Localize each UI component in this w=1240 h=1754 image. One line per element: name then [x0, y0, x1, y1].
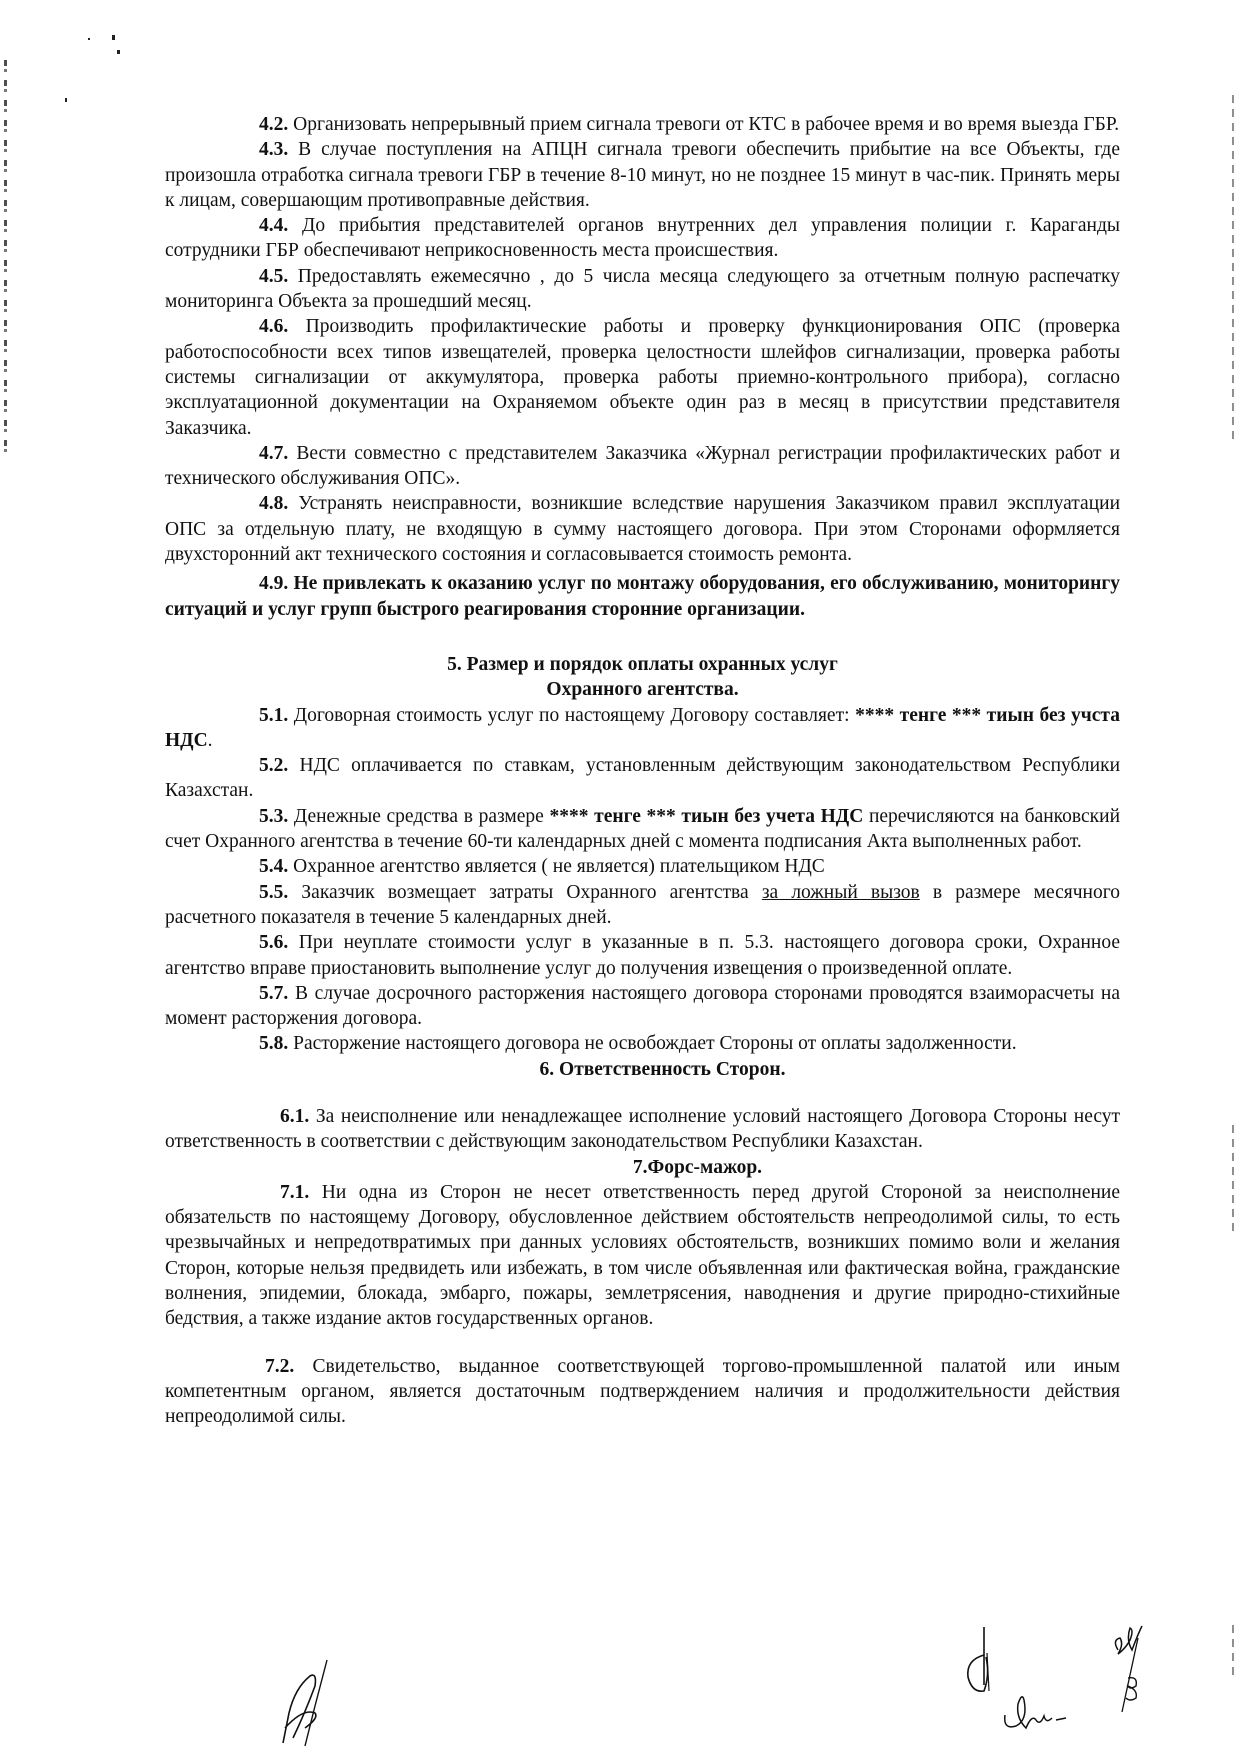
scan-edge-artifact-right — [1232, 1625, 1234, 1675]
clause-5-3: 5.3. Денежные средства в размере **** тенге *** тиын без учета НДС перечисляются на банковский счет Охранного агентства в течение 60-ти календарных дней с момента подписания Акта выполненных работ. — [165, 805, 1121, 853]
clause-5-2: 5.2. НДС оплачивается по ставкам, установленным действующим законодательством Республики Казахстан. — [165, 755, 1121, 802]
clause-7-2: 7.2. Свидетельство, выданное соответствующей торгово-промышленной палатой или иным компетентным органом, является достаточным подтверждением наличия и продолжительности действия непреодолимой силы. — [165, 1355, 1121, 1428]
section-7-heading: 7.Форс-мажор. — [632, 1156, 763, 1178]
handwritten-signature-icon — [275, 1658, 345, 1748]
scan-speck — [88, 38, 90, 40]
handwritten-signature-icon — [1000, 1690, 1070, 1735]
spacer — [165, 1332, 1120, 1354]
clause-4-8: 4.8. Устранять неисправности, возникшие вследствие нарушения Заказчиком правил эксплуатации ОПС за отдельную плату, не входящую в сумму настоящего договора. При этом Сторонами оформляется двухсторонний акт технического состояния и согласовывается стоимость ремонта. — [165, 493, 1121, 566]
clause-6-1: 6.1. За неисполнение или ненадлежащее исполнение условий настоящего Договора Стороны несут ответственность в соответствии с действующим законодательством Республики Казахстан. — [165, 1105, 1121, 1153]
handwritten-signature-icon — [962, 1625, 1002, 1700]
scan-speck — [117, 50, 120, 54]
clause-4-5: 4.5. Предоставлять ежемесячно , до 5 числа месяца следующего за отчетным полную распечатку мониторинга Объекта за прошедший месяц. — [165, 265, 1120, 313]
clause-5-8: 5.8. Расторжение настоящего договора не освобождает Стороны от оплаты задолженности. — [259, 1033, 1017, 1055]
spacer — [165, 1082, 1120, 1104]
section-6-heading: 6. Ответственность Сторон. — [539, 1058, 786, 1080]
handwritten-initials-icon — [1108, 1620, 1158, 1720]
scan-speck — [112, 35, 115, 40]
scan-speck — [65, 98, 67, 102]
scan-edge-artifact-right — [1232, 1125, 1234, 1235]
clause-4-6: 4.6. Производить профилактические работы и проверку функционирования ОПС (проверка работоспособности всех типов извещателей, проверка целостности шлейфов сигнализации, проверка работы системы сигнализации от аккумулятора, проверка работы приемно-контрольного прибора), согласно эксплуатационной документации на Охраняемом объекте один раз в месяц в присутствии представителя Заказчика. — [165, 316, 1120, 439]
spacer — [165, 622, 1120, 652]
clause-5-7: 5.7. В случае досрочного расторжения настоящего договора сторонами проводятся взаиморасчеты на момент расторжения договора. — [165, 982, 1120, 1030]
clause-7-1: 7.1. Ни одна из Сторон не несет ответственность перед другой Стороной за неисполнение обязательств по настоящему Договору, обусловленное действием обстоятельств непреодолимой силы, то есть чрезвычайных и непредотвратимых при данных условиях обстоятельств, возникших помимо воли и желания Сторон, которые нельзя предвидеть или избежать, в том числе объявленная или фактическая война, гражданские волнения, эпидемии, блокада, эмбарго, пожары, землетрясения, наводнения и другие природно-стихийные бедствия, а также издание актов государственных органов. — [165, 1181, 1121, 1330]
signature-left — [275, 1658, 345, 1753]
clause-4-9: 4.9. Не привлекать к оказанию услуг по монтажу оборудования, его обслуживанию, мониторингу ситуаций и услуг групп быстрого реагирования сторонние организации. — [165, 573, 1121, 620]
clause-4-2: 4.2. Организовать непрерывный прием сигнала тревоги от КТС в рабочее время и во время выезда ГБР. — [259, 114, 1120, 135]
signature-right-1 — [962, 1625, 1002, 1705]
section-5-heading-line2: Охранного агентства. — [546, 679, 739, 701]
clause-5-1: 5.1. Договорная стоимость услуг по настоящему Договору составляет: **** тенге *** тиын без учста НДС. — [165, 704, 1120, 751]
clause-4-3: 4.3. В случае поступления на АПЦН сигнала тревоги обеспечить прибытие на все Объекты, где произошла отработка сигнала тревоги ГБР в течение 8-10 минут, но не позднее 15 минут в час-пик. Принять меры к лицам, совершающим противоправные действия. — [165, 139, 1120, 211]
scan-edge-artifact-right — [1232, 95, 1234, 445]
clause-5-4: 5.4. Охранное агентство является ( не является) плательщиком НДС — [259, 856, 825, 878]
section-5-heading-line1: 5. Размер и порядок оплаты охранных услуг — [447, 653, 838, 675]
clause-5-5: 5.5. Заказчик возмещает затраты Охранного агентства за ложный вызов в размере месячного расчетного показателя в течение 5 календарных дней. — [165, 881, 1121, 928]
signature-right-2 — [1000, 1690, 1070, 1740]
document-body — [165, 112, 1120, 1430]
clause-5-6: 5.6. При неуплате стоимости услуг в указанные в п. 5.3. настоящего договора сроки, Охранное агентство вправе приостановить выполнение услуг до получения извещения о произведенной оплате. — [165, 932, 1121, 979]
scan-edge-artifact-left — [4, 60, 7, 460]
clause-4-4: 4.4. До прибытия представителей органов внутренних дел управления полиции г. Караганды сотрудники ГБР обеспечивают неприкосновенность места происшествия. — [165, 215, 1121, 262]
clause-4-7: 4.7. Вести совместно с представителем Заказчика «Журнал регистрации профилактических работ и технического обслуживания ОПС». — [165, 442, 1121, 490]
initials-page-mark — [1108, 1620, 1158, 1725]
